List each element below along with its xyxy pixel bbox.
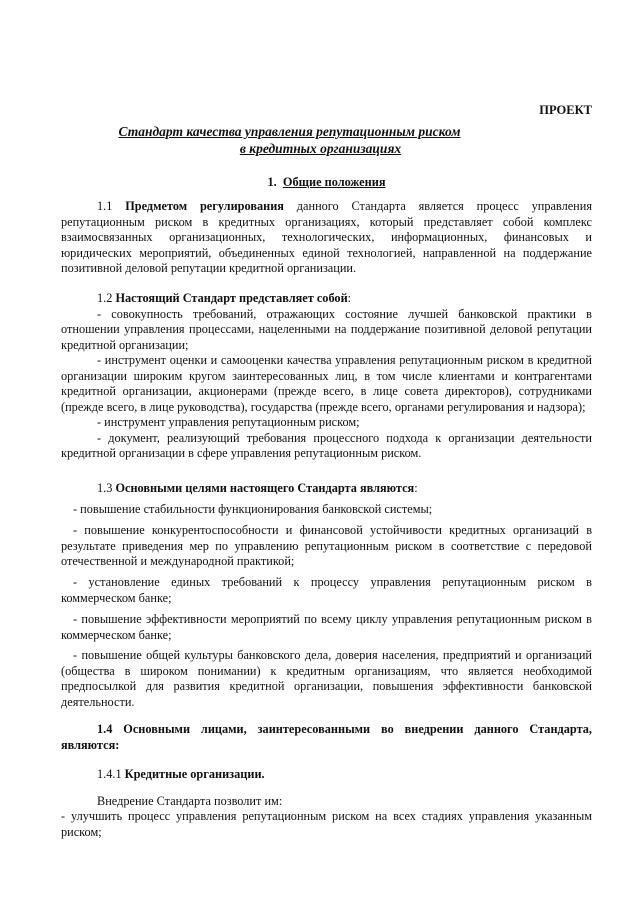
paragraph-1-4-1: [61, 767, 592, 783]
paragraph-1-2-bold: Настоящий Стандарт представляет собой: [115, 291, 348, 305]
document-title-line2: в кредитных организациях: [239, 141, 402, 156]
list-item: - повышение стабильности функционирования банковской системы;: [73, 502, 433, 516]
paragraph-1-2: [61, 291, 592, 462]
paragraph-1-2-colon: :: [347, 291, 352, 305]
list-item: - повышение эффективности мероприятий по всему циклу управления репутационным риском в коммерческом банке;: [61, 612, 592, 642]
list-item: - повышение общей культуры банковского дела, доверия населения, предприятий и организаций (общества в широком понимании) к кредитным организациям, что является необходимой предпосылкой для развития кредитной организации, повышения эффективности банковской деятельности.: [61, 648, 592, 709]
document-title-line1: Стандарт качества управления репутационным риском: [118, 124, 461, 139]
list-item: - инструмент оценки и самооценки качества управления репутационным риском в кредитной организации широким кругом заинтересованных лиц, в том числе клиентами и контрагентами кредитной организации, акционерами (прежде всего, в лице совета директоров), сотрудниками (прежде всего, в лице руководства), государства (прежде всего, органами регулирования и надзора);: [61, 353, 592, 414]
paragraph-1-1-number: 1.1: [97, 199, 113, 213]
list-item: - повышение конкурентоспособности и финансовой устойчивости кредитных организаций в результате приведения мер по управлению репутационным риском в соответствие с передовой отечественной и международной практикой;: [61, 523, 592, 568]
paragraph-1-1-bold: Предметом регулирования: [125, 199, 284, 213]
paragraph-1-1: [61, 199, 592, 277]
paragraph-1-3-number: 1.3: [97, 481, 113, 495]
paragraph-1-3-colon: :: [414, 481, 418, 495]
paragraph-last: - улучшить процесс управления репутационным риском на всех стадиях управления указанным риском;: [61, 809, 592, 839]
paragraph-1-2-heading: [61, 291, 592, 307]
paragraph-1-4-1-bold: Кредитные организации.: [124, 767, 265, 781]
list-item: - инструмент управления репутационным риском;: [97, 415, 360, 429]
paragraph-1-3-bold: Основными целями настоящего Стандарта являются: [115, 481, 415, 495]
paragraph-1-3: [61, 481, 592, 497]
list-item: - совокупность требований, отражающих состояние лучшей банковской практики в отношении управления процессами, нацеленными на поддержание позитивной деловой репутации кредитной организации;: [61, 306, 592, 352]
paragraph-1-3-heading: [61, 481, 592, 497]
paragraph-intro: Внедрение Стандарта позволит им:: [97, 794, 283, 808]
paragraph-1-1-text: данного Стандарта является процесс управления репутационным риском в кредитных организациях, который представляет собой комплекс взаимосвязанных организационных, технологических, информационных, финансовых и юридических мероприятий, объединенных единой технологией, направленной на поддержание позитивной деловой репутации кредитной организации.: [61, 199, 592, 275]
section-1-title: Общие положения: [282, 175, 386, 189]
draft-label: ПРОЕКТ: [539, 103, 592, 117]
list-item: - документ, реализующий требования процессного подхода к организации деятельности кредитной организации в сфере управления репутационным риском.: [61, 430, 592, 460]
list-item: - установление единых требований к процессу управления репутационным риском в коммерческом банке;: [61, 575, 592, 605]
paragraph-1-4: 1.4 Основными лицами, заинтересованными во внедрении данного Стандарта, являются:: [61, 722, 592, 752]
paragraph-1-2-number: 1.2: [97, 291, 113, 305]
section-1-number: 1.: [267, 175, 277, 189]
section-1-heading: [61, 175, 592, 191]
paragraph-1-4-1-number: 1.4.1: [97, 767, 122, 781]
